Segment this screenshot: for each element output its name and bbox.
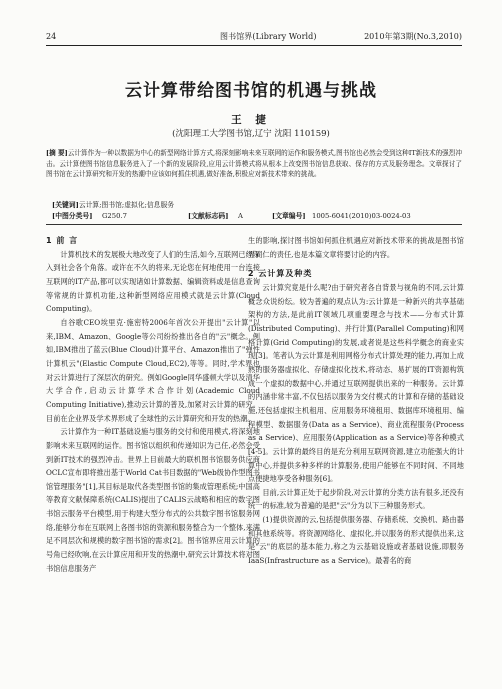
section-heading-introduction: 1 前 言 — [46, 236, 79, 245]
section-heading-cloud-types: 2 云计算及种类 — [248, 269, 313, 279]
article-no-label: [文章编号] — [272, 212, 306, 220]
abstract-rule — [46, 224, 462, 225]
running-header — [46, 30, 462, 43]
doc-code-label: [文献标志码] — [188, 212, 229, 220]
article-no-value: 1005-6041(2010)03-0024-03 — [312, 212, 411, 220]
body-paragraph: (1)提供资源的云,包括提供服务器、存储系统、交换机、路由器和其他系统等。将资源网络化、虚拟化,并以服务的形式提供出来,这是"云"的底层的基本能力,称之为云基础设施或者基础设施,即服务IaaS(Infrastructure as a Service)。最著名的商 — [248, 515, 464, 566]
body-paragraph: 目前,云计算正处于起步阶段,对云计算的分类方法有很多,还没有统一的标准,较为普遍的是把"云"分为以下三种服务形式。 — [248, 487, 464, 511]
right-column — [248, 234, 464, 568]
left-column — [46, 234, 260, 575]
classification-row — [52, 211, 462, 221]
keywords-label: [关键词] — [52, 201, 79, 209]
abstract-label: [摘 要] — [46, 149, 68, 157]
keywords — [52, 200, 174, 210]
body-paragraph: 云计算作为一种IT基础设施与服务的交付和使用模式,将深刻地影响未来互联网的运作。图书馆以组织和传递知识为己任,必然会受到新IT技术的强烈冲击。世界上目前最大的联机图书馆服务供应商OCLC宣布即将推出基于World Cat书目数据的"Web级协作型图书馆管理服务"[1],其目标是取代各类型图书馆的集成管理系统;中国高等教育文献保障系统(CALIS)提出了CALIS云战略和相应的数字图书馆云服务平台模型,用于构建大型分布式的公共数字图书馆服务网络,能够分布在互联网上各图书馆的资源和服务整合为一个整体,来满足不同层次和规模的数字图书馆的需求[2]。图书馆界应用云计算的号角已经吹响,在云计算应用和开发的热潮中,研究云计算技术将对图书馆信息服务产 — [46, 427, 260, 573]
article-title: 云计算带给图书馆的机遇与挑战 — [125, 81, 377, 101]
clc-label: [中图分类号] — [52, 212, 93, 220]
abstract-text: 云计算作为一种以数据为中心的新型网络计算方式,将深刻影响未来互联网的运作和服务模式,图书馆也必然会受到这种IT新技术的强烈冲击。云计算使图书馆信息服务进入了一个新的发展阶段,应用云计算模式将从根本上改变图书馆信息获取、保存的方式及服务理念。文章探讨了图书馆在云计算研究和开发的热潮中应该如何抓住机遇,做好准备,积极应对新技术带来的挑战。 — [46, 149, 462, 179]
keywords-text: 云计算;图书馆;虚拟化;信息服务 — [78, 201, 175, 209]
body-paragraph: 自谷歌CEO埃里克·施密特2006年首次公开提出"云计算"以来,IBM、Amazon、Google等公司纷纷推出各自的"云"概念。例如,IBM推出了蓝云(Blue Cloud)计算平台、Amazon推出了"弹性计算机云"(Elastic Compute Cloud,EC2),等等。同时,学术界也对云计算进行了深层次的研究。例如Google同华盛顿大学以及清华大学合作,启动云计算学术合作计划(Academic Cloud Computing Initiative),推动云计算的普及,加紧对云计算的研究。目前在企业界及学术界形成了全球性的云计算研究和开发的热潮。 — [46, 317, 260, 423]
header-rule — [46, 45, 462, 46]
body-paragraph: 生的影响,探讨图书馆如何抓住机遇应对新技术带来的挑战是图书馆界同仁的责任,也是本篇文章将要讨论的内容。 — [248, 236, 464, 259]
body-paragraph: 计算机技术的发展极大地改变了人们的生活,如今,互联网已经深入到社会各个角落。或许在不久的将来,无论您在何地使用一台连接互联网的IT产品,都可以实现诸如计算数据、编辑资料或是信息查询等常规的计算机功能,这种新型网络应用模式就是云计算(Cloud Computing)。 — [46, 249, 260, 314]
body-paragraph: 云计算究竟是什么呢?由于研究者各自背景与视角的不同,云计算概念众说纷纭。较为普遍的观点认为:云计算是一种新兴的共享基础架构的方法,是此前IT领域几项重要理念与技术——分布式计算(Distributed Computing)、并行计算(Parallel Computing)和网格计算(Grid Computing)的发展,或者说是这些科学概念的商业实现[3]。笔者认为云计算是利用网格分布式计算处理的能力,再加上成熟的服务器虚拟化、存储虚拟化技术,将动态、易扩展的IT资源构筑成一个虚拟的数据中心,并通过互联网提供出来的一种服务。云计算的内涵非常丰富,不仅包括以服务为交付模式的计算和存储的基础设施,还包括虚拟主机租用、应用服务环境租用、数据库环境租用、编程模型、数据服务(Data as a Service)、商业流程服务(Process as a Service)、应用服务(Application as a Service)等各种模式[4-5]。云计算的最终目的是充分利用互联网资源,建立功能强大的计算中心,并提供多种多样的计算服务,使用户能够在不同时间、不同地点便捷地享受各种服务[6]。 — [248, 282, 464, 484]
page-number: 24 — [46, 32, 57, 41]
journal-name: 图书馆界(Library World) — [220, 32, 317, 41]
clc-value: G250.7 — [102, 212, 127, 220]
author-affiliation: (沈阳理工大学图书馆,辽宁 沈阳 110159) — [172, 129, 330, 139]
article-author: 王 捷 — [231, 114, 271, 126]
issue-info: 2010年第3期(No.3,2010) — [364, 32, 462, 41]
doc-code-value: A — [238, 212, 243, 220]
abstract — [46, 148, 462, 180]
